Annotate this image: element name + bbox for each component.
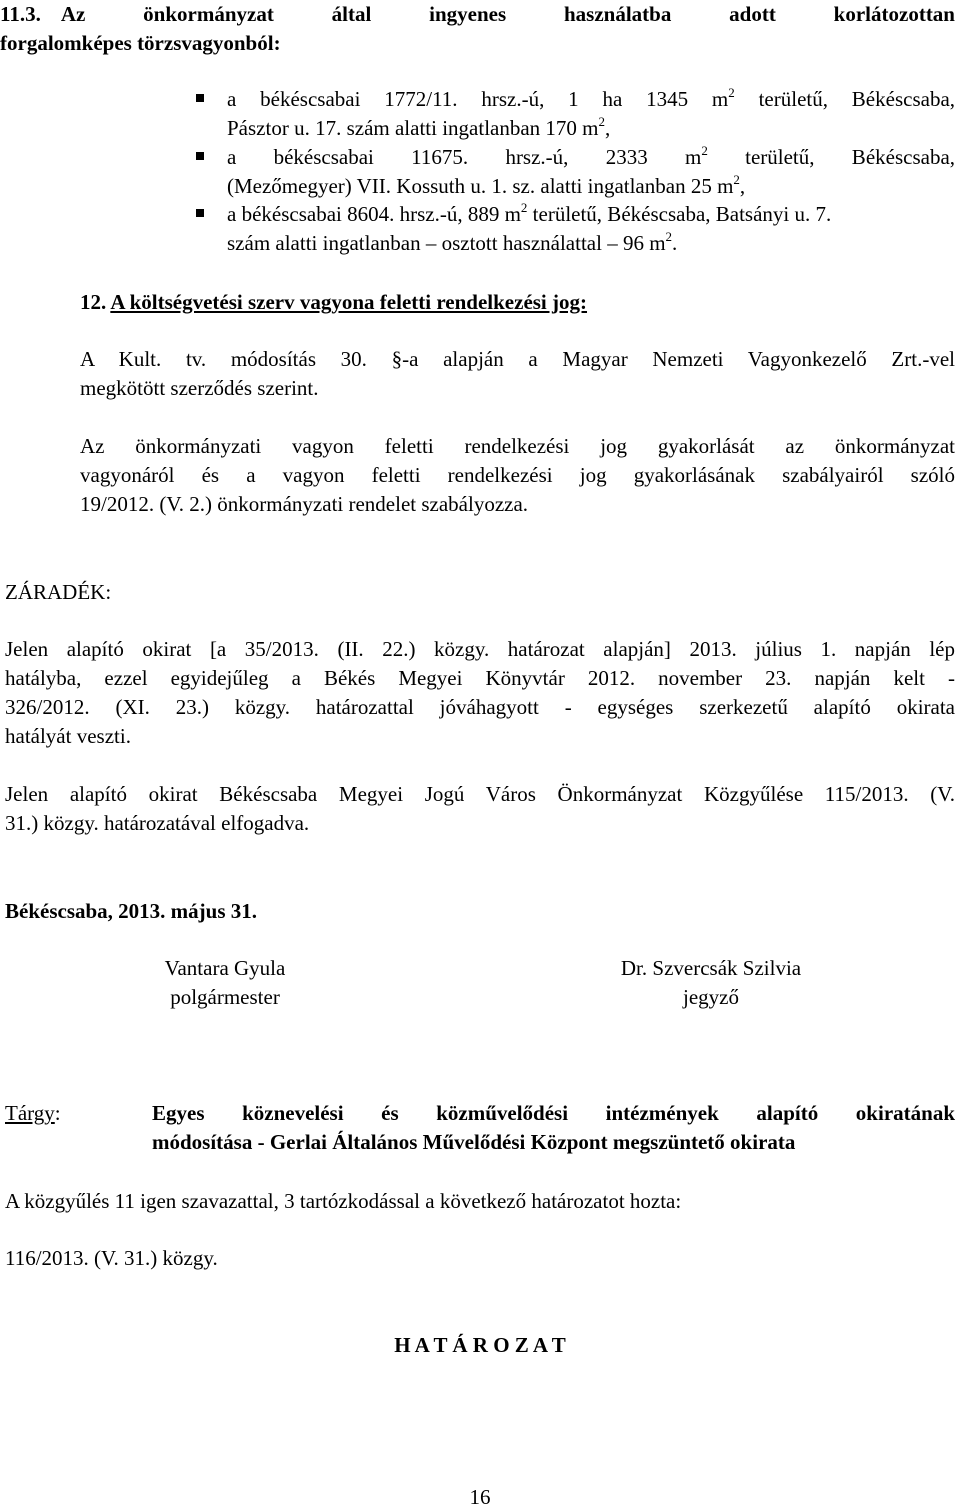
zaradek-heading: ZÁRADÉK: [5, 580, 112, 604]
section-11-3-heading [0, 0, 955, 58]
bullet-icon [196, 209, 204, 217]
place-date: Békéscsaba, 2013. május 31. [5, 899, 258, 923]
list-item [227, 143, 955, 201]
section-11-3-number: 11.3. [0, 2, 41, 26]
signature-left-name: Vantara Gyula [164, 956, 286, 980]
bullet-icon [196, 152, 204, 160]
signature-right-name: Dr. Szvercsák Szilvia [620, 956, 802, 980]
list-item [227, 85, 955, 143]
list-item-line2: szám alatti ingatlanban – osztott használattal – 96 $m^2$. [227, 229, 678, 255]
section-11-3-heading-line2: forgalomképes törzsvagyonból: [0, 31, 281, 55]
list-item-line2: (Mezőmegyer) VII. Kossuth u. 1. sz. alatti ingatlanban 25 $m^2$, [227, 172, 746, 198]
signature-left [125, 954, 325, 1012]
signature-right-title: jegyző [683, 985, 739, 1009]
subject-line2: módosítása - Gerlai Általános Művelődési Központ megszüntető okirata [152, 1130, 796, 1154]
section-12-number: 12. [80, 290, 107, 314]
section-11-3-heading-line1 [0, 0, 955, 29]
list-item-line1: a békéscsabai 8604. hrsz.-ú, 889 $m^2$ területű, Békéscsaba, Batsányi u. 7. [227, 200, 832, 226]
signature-right [580, 954, 842, 1012]
subject-line1: Egyes köznevelési és közművelődési intézmények alapító okiratának [152, 1101, 955, 1125]
resolution-heading: H A T Á R O Z A T [394, 1333, 566, 1357]
bullet-icon [196, 94, 204, 102]
section-12-heading [80, 288, 587, 317]
vote-text: A közgyűlés 11 igen szavazattal, 3 tartózkodással a következő határozatot hozta: [5, 1189, 682, 1213]
zaradek-paragraph-2: Jelen alapító okirat Békéscsaba Megyei Jogú Város Önkormányzat Közgyűlése 115/2013. (V. 31.) közgy. határozatával elfogadva. [5, 782, 955, 835]
section-12-paragraph-2: Az önkormányzati vagyon feletti rendelkezési jog gyakorlását az önkormányzat vagyonáról és a vagyon feletti rendelkezési jog gyakorlásának szabályairól szóló 19/2012. (V. 2.) önkormányzati rendelet szabályozza. [80, 434, 955, 516]
list-item-line1: a békéscsabai 1772/11. hrsz.-ú, 1 ha 1345 $m^2$ területű, Békéscsaba, [227, 85, 956, 111]
subject-text [152, 1099, 955, 1157]
section-12-heading-text: A költségvetési szerv vagyona feletti rendelkezési jog: [110, 290, 588, 314]
list-item-line2: Pásztor u. 17. szám alatti ingatlanban 170 $m^2$, [227, 114, 611, 140]
resolution-number: 116/2013. (V. 31.) közgy. [5, 1246, 218, 1270]
zaradek-paragraph-1: Jelen alapító okirat [a 35/2013. (II. 22.) közgy. határozat alapján] 2013. július 1. napján lép hatályba, ezzel egyidejűleg a Békés Megyei Könyvtár 2012. november 23. napján kelt - 326/2012. (XI. 23.) közgy. határozattal jóváhagyott - egységes szerkezetű alapító okirata hatályát veszti. [5, 637, 955, 748]
subject-label: Tárgy: [5, 1101, 61, 1125]
section-11-3-heading-text: Az önkormányzat által ingyenes használatba adott korlátozottan [60, 2, 955, 26]
page-number: 16 [469, 1485, 491, 1509]
list-item [227, 200, 955, 258]
signature-left-title: polgármester [170, 985, 280, 1009]
list-item-line1: a békéscsabai 11675. hrsz.-ú, 2333 $m^2$ területű, Békéscsaba, [227, 143, 956, 169]
section-12-paragraph-1: A Kult. tv. módosítás 30. §-a alapján a Magyar Nemzeti Vagyonkezelő Zrt.-vel megkötött szerződés szerint. [80, 347, 955, 400]
